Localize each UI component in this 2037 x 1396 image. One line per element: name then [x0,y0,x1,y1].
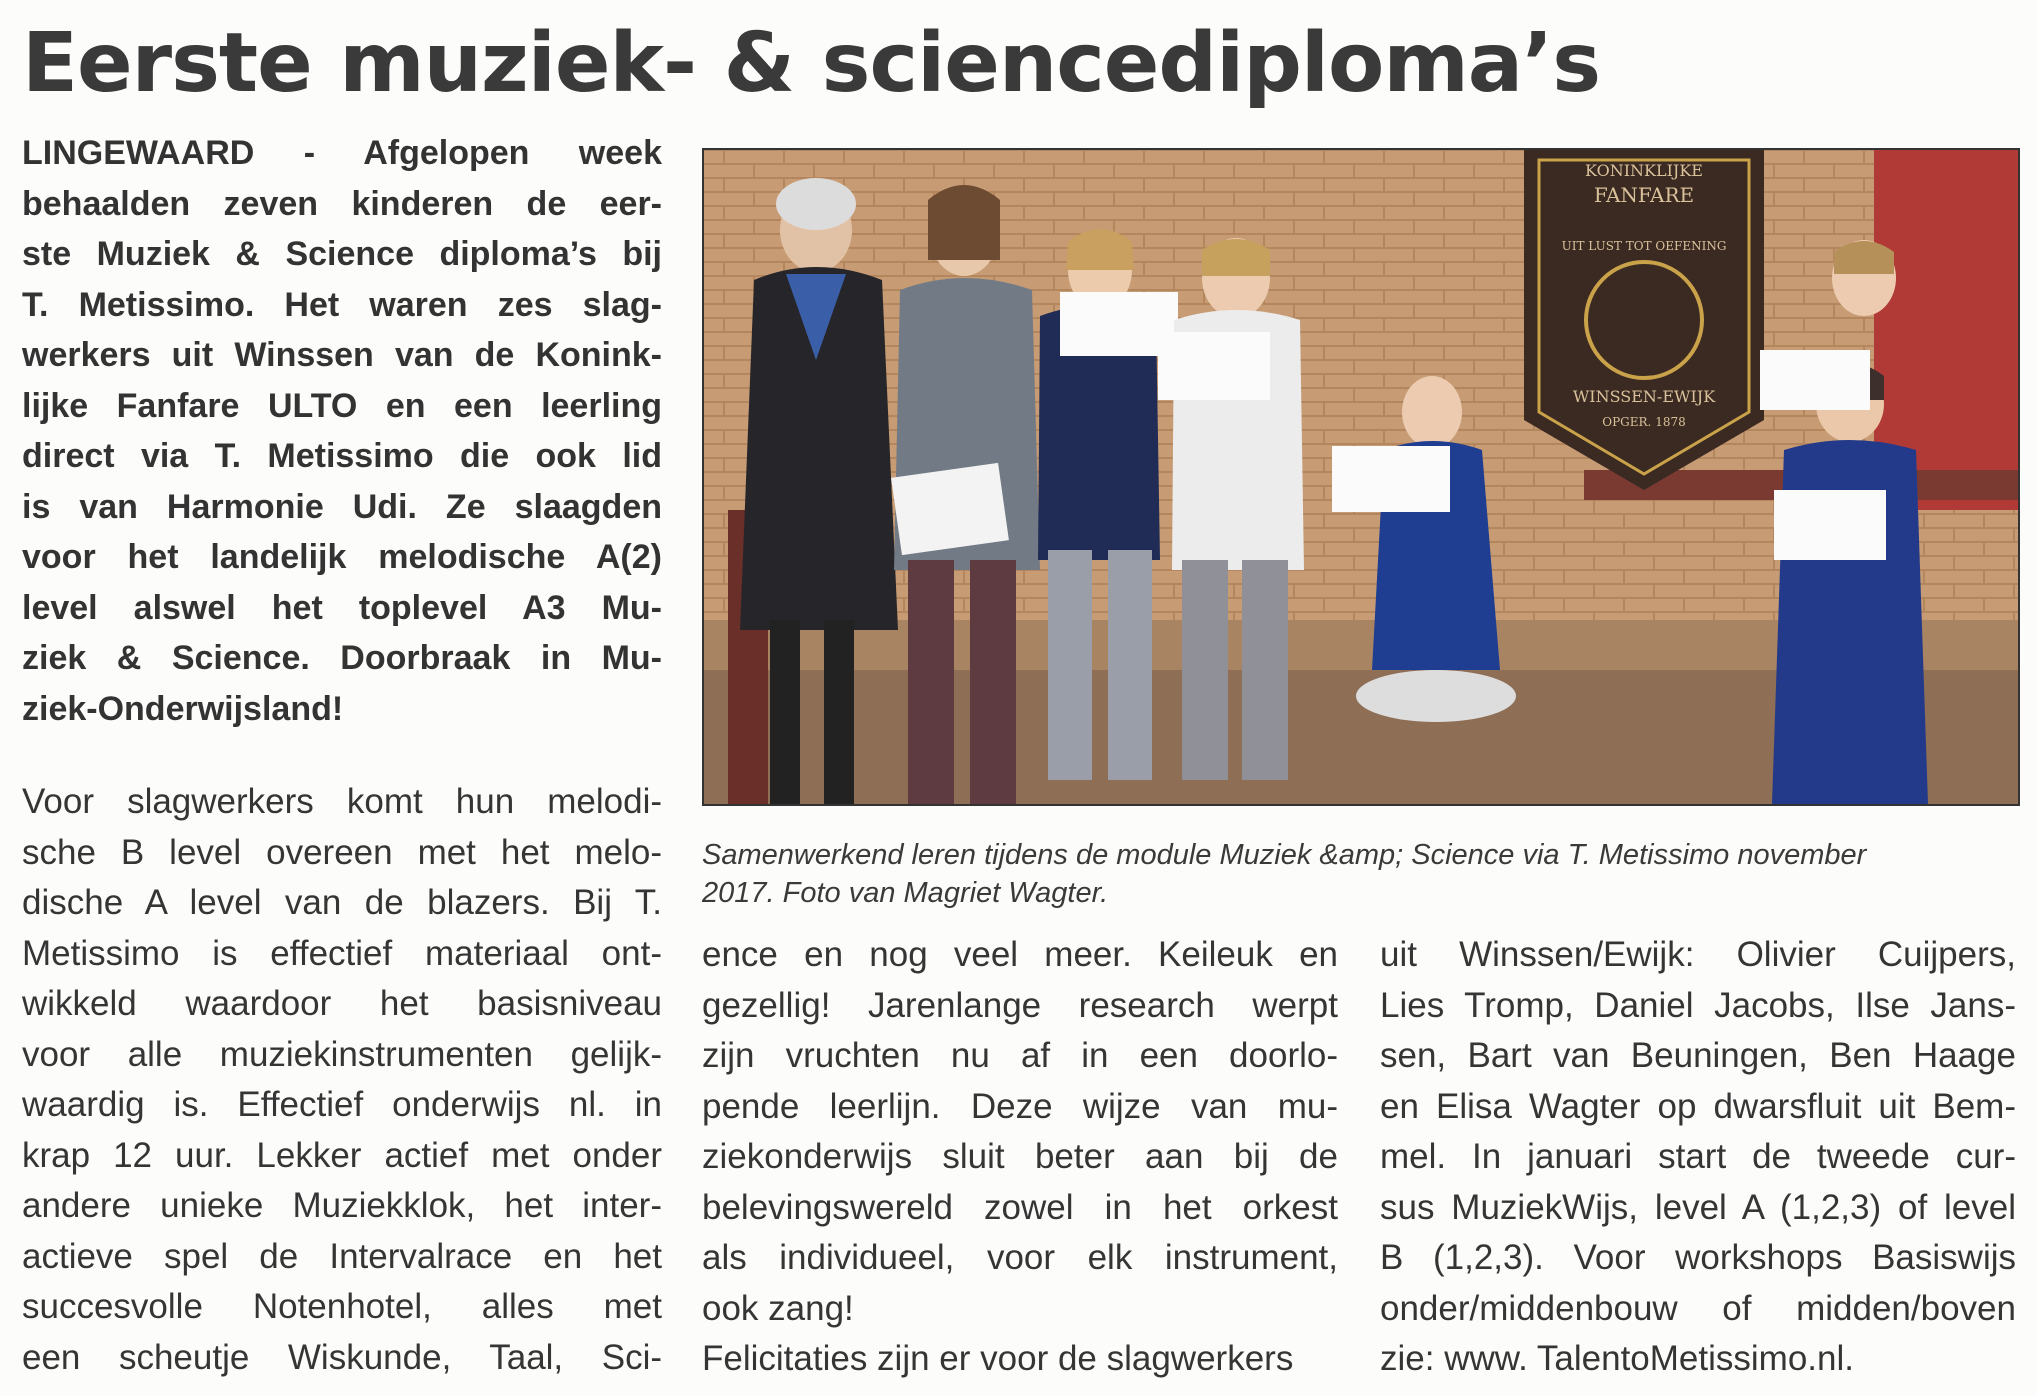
body-line: ook zang! [702,1288,854,1328]
lead-line: direct via T. Metissimo die ook lid [22,437,662,475]
body-line: belevingswereld zowel in het orkest [702,1187,1338,1227]
body-line: Voor slagwerkers komt hun melodi- [22,782,662,821]
lead-line: werkers uit Winssen van de Konink- [22,336,662,374]
article-column-2 [702,930,1338,1385]
body-line: pende leerlijn. Deze wijze van mu- [702,1086,1338,1126]
body-line: en Elisa Wagter op dwarsfluit uit Bem- [1380,1086,2016,1126]
lead-line: is van Harmonie Udi. Ze slaagden [22,487,662,526]
lead-line: ziek & Science. Doorbraak in Mu- [22,639,662,677]
body-line: voor alle muziekinstrumenten gelijk- [22,1034,662,1074]
caption-line: 2017. Foto van Magriet Wagter. [702,877,1109,909]
lead-line: behaalden zeven kinderen de eer- [22,184,662,223]
body-line: waardig is. Effectief onderwijs nl. in [22,1085,662,1124]
body-line: zie: www. TalentoMetissimo.nl. [1380,1339,1854,1378]
banner-text-1: KONINKLIJKE [1585,161,1703,180]
body-line: actieve spel de Intervalrace en het [22,1236,662,1276]
body-line: krap 12 uur. Lekker actief met onder [22,1135,662,1175]
body-line: andere unieke Muziekklok, het inter- [22,1186,662,1225]
banner-text-2: FANFARE [1593,183,1695,207]
body-line: succesvolle Notenhotel, alles met [22,1287,662,1326]
lead-line: LINGEWAARD - Afgelopen week [22,134,662,172]
lead-line: voor het landelijk melodische A(2) [22,538,662,576]
body-line: sen, Bart van Beuningen, Ben Haage [1380,1036,2016,1075]
banner-text-4: WINSSEN-EWIJK [1572,387,1716,406]
body-line: ziekonderwijs sluit beter aan bij de [702,1137,1338,1176]
lead-line: T. Metissimo. Het waren zes slag- [22,285,662,324]
body-line: B (1,2,3). Voor workshops Basiswijs [1380,1238,2016,1277]
body-line: als individueel, voor elk instrument, [702,1238,1338,1277]
body-line: zijn vruchten nu af in een doorlo- [702,1036,1338,1075]
body-line: onder/middenbouw of midden/boven [1380,1288,2016,1328]
article-column-3 [1380,930,2016,1385]
body-line: sche B level overeen met het melo- [22,832,662,872]
body-line: wikkeld waardoor het basisniveau [22,984,662,1023]
photo-caption [702,836,2016,912]
banner-text-3: UIT LUST TOT OEFENING [1561,239,1727,253]
article-photo [702,148,2020,806]
body-line: gezellig! Jarenlange research werpt [702,985,1338,1025]
article-column-1 [22,777,662,1383]
lead-line: ste Muziek & Science diploma’s bij [22,235,662,273]
body-line: mel. In januari start de tweede cur- [1380,1137,2016,1176]
lead-line: lijke Fanfare ULTO en een leerling [22,386,662,425]
article-lead [22,128,662,734]
body-line: Felicitaties zijn er voor de slagwerkers [702,1339,1294,1378]
body-line: uit Winssen/Ewijk: Olivier Cuijpers, [1380,935,2016,974]
body-line: Lies Tromp, Daniel Jacobs, Ilse Jans- [1380,985,2016,1025]
article-headline: Eerste muziek- & sciencediploma’s [22,16,1601,111]
body-line: Metissimo is effectief materiaal ont- [22,933,662,973]
lead-line: level alswel het toplevel A3 Mu- [22,588,662,627]
lead-line: ziek-Onderwijsland! [22,689,344,728]
body-line: een scheutje Wiskunde, Taal, Sci- [22,1337,662,1377]
banner-text-5: OPGER. 1878 [1602,415,1686,429]
body-line: ence en nog veel meer. Keileuk en [702,935,1338,974]
body-line: dische A level van de blazers. Bij T. [22,883,662,922]
body-line: sus MuziekWijs, level A (1,2,3) of level [1380,1187,2016,1227]
caption-line: Samenwerkend leren tijdens de module Muziek &amp; Science via T. Metissimo november [702,839,1867,871]
